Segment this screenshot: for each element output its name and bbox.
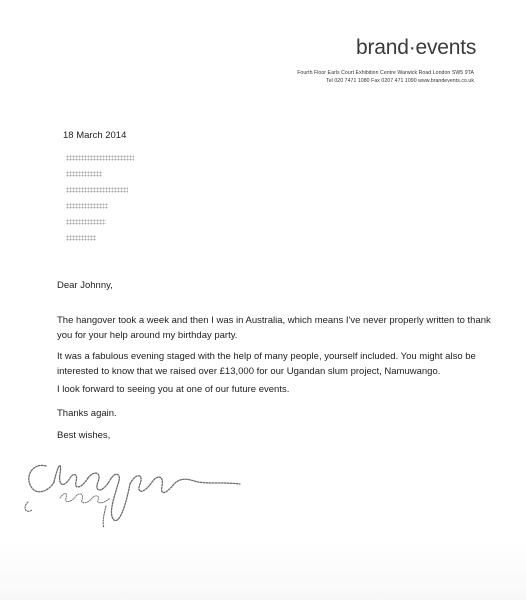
paragraph-thanks bbox=[57, 313, 491, 343]
brand-logo bbox=[356, 36, 476, 60]
letter-date: 18 March 2014 bbox=[63, 130, 127, 141]
brand-logo-prefix: brand bbox=[356, 36, 409, 59]
redacted-line bbox=[66, 171, 102, 177]
handwritten-signature bbox=[18, 444, 258, 534]
letterhead-contact: Tel 020 7471 1080 Fax 0207 471 1090 www.brandevents.co.uk bbox=[326, 78, 474, 84]
redacted-line bbox=[66, 235, 96, 241]
redacted-line bbox=[66, 155, 134, 161]
redacted-recipient-address bbox=[66, 155, 134, 251]
signature-initials bbox=[56, 486, 116, 508]
paragraph-future-events: I look forward to seeing you at one of our future events. bbox=[57, 384, 290, 395]
salutation: Dear Johnny, bbox=[57, 280, 113, 291]
letterhead-address: Fourth Floor Earls Court Exhibition Centre Warwick Road London SW5 9TA bbox=[297, 70, 474, 76]
redacted-line bbox=[66, 187, 128, 193]
closing: Best wishes, bbox=[57, 430, 111, 441]
paragraph-line: interested to know that we raised over £13,000 for our Ugandan slum project, Namuwango. bbox=[57, 366, 441, 377]
paragraph-line: It was a fabulous evening staged with the help of many people, yourself included. You might also be bbox=[57, 351, 476, 362]
paragraph-line: The hangover took a week and then I was in Australia, which means I've never properly written to thank bbox=[57, 315, 491, 326]
brand-logo-suffix: events bbox=[415, 36, 477, 59]
paragraph-line: you for your help around my birthday party. bbox=[57, 330, 238, 341]
brand-logo-dot: · bbox=[408, 36, 416, 59]
redacted-line bbox=[66, 219, 106, 225]
paragraph-thanks-again: Thanks again. bbox=[57, 408, 117, 419]
paragraph-evening bbox=[57, 349, 487, 379]
scan-shading bbox=[0, 540, 526, 600]
redacted-line bbox=[66, 203, 108, 209]
